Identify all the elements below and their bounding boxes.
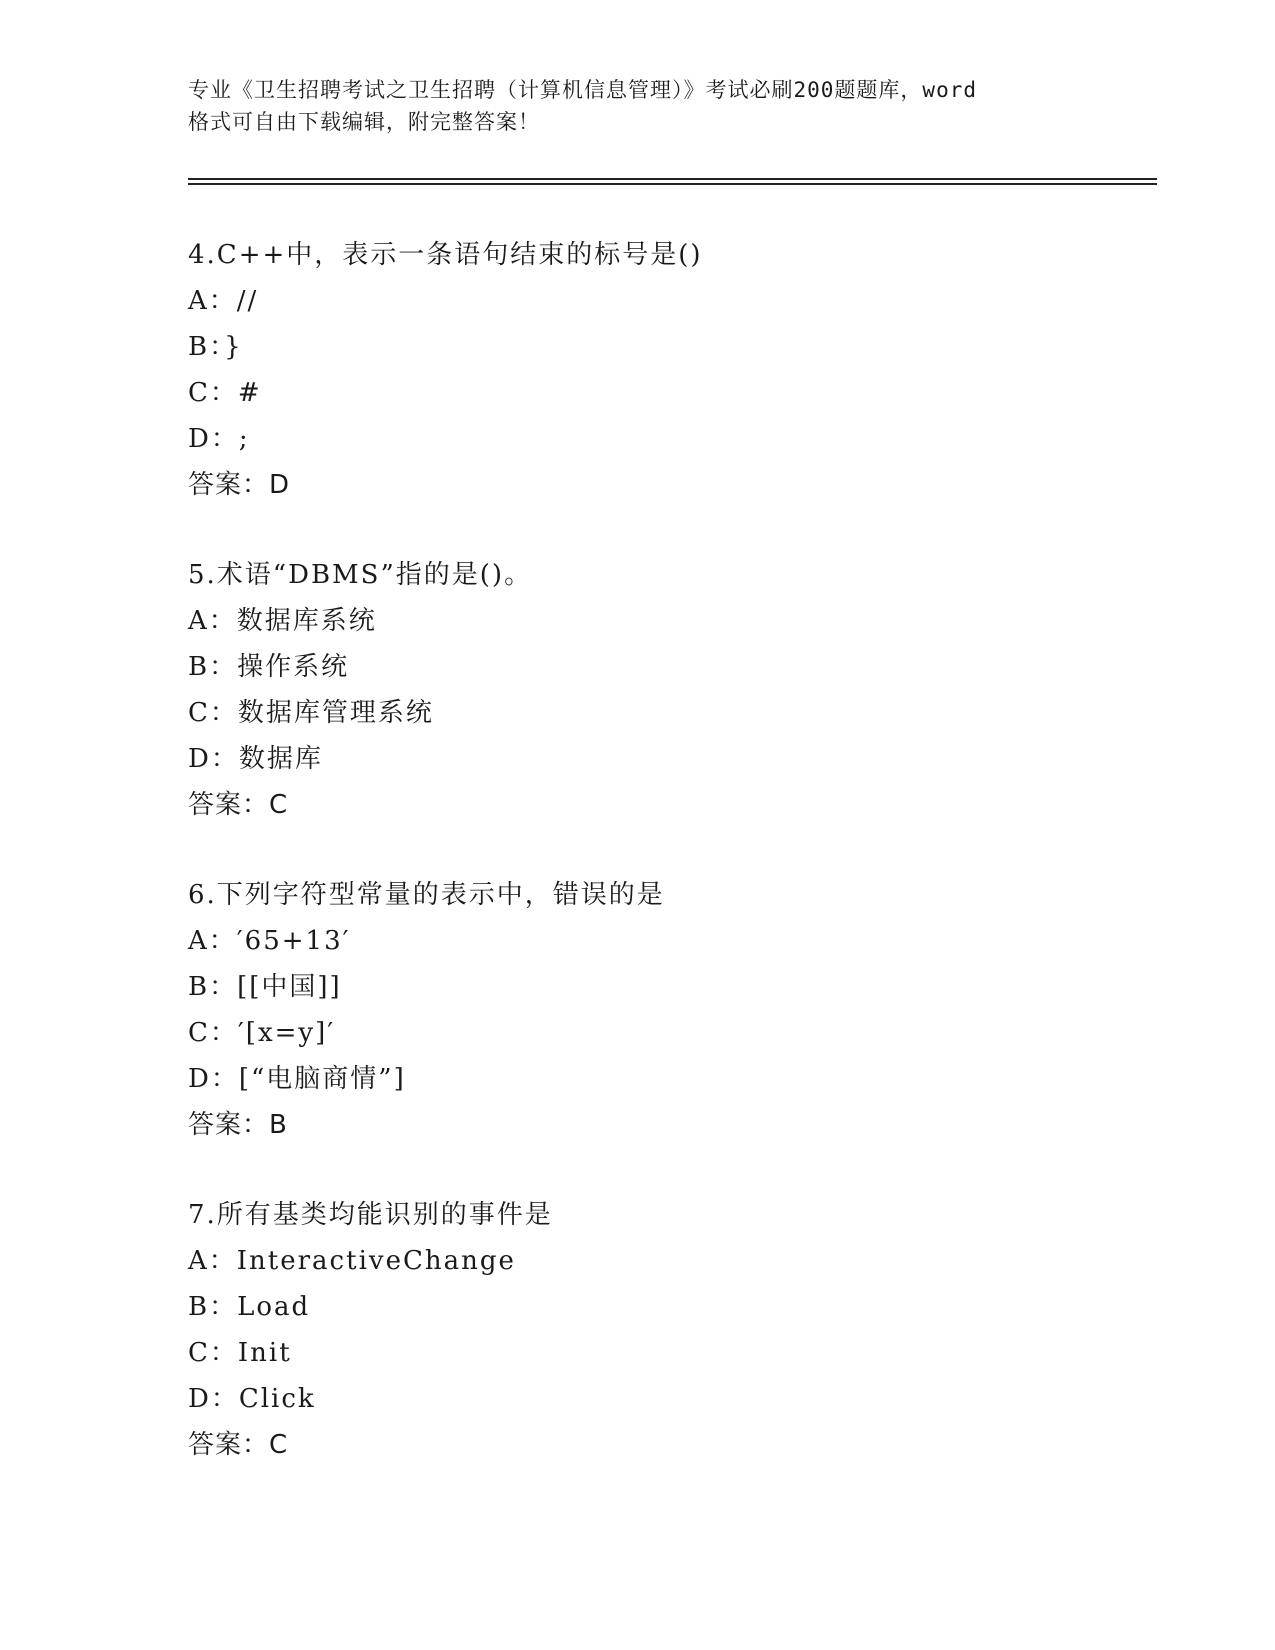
answer-line: 答案：C: [188, 1430, 289, 1460]
option-b: B：Load: [188, 1292, 311, 1322]
option-a: A：InteractiveChange: [188, 1246, 516, 1276]
option-d: D：;: [188, 424, 250, 454]
answer-line: 答案：C: [188, 790, 289, 820]
question-7: [188, 1192, 1148, 1468]
header-line-1: 专业《卫生招聘考试之卫生招聘（计算机信息管理）》考试必刷200题题库，word: [188, 78, 977, 102]
answer-line: 答案：B: [188, 1110, 288, 1140]
question-5: [188, 552, 1148, 828]
question-list: [188, 232, 1148, 1512]
option-c: C：Init: [188, 1338, 292, 1368]
question-stem: 6.下列字符型常量的表示中，错误的是: [188, 880, 665, 910]
option-c: C：#: [188, 378, 262, 408]
option-c: C：′[x=y]′: [188, 1018, 336, 1048]
option-d: D：[“电脑商情”]: [188, 1064, 406, 1094]
question-6: [188, 872, 1148, 1148]
question-stem: 5.术语“DBMS”指的是()。: [188, 560, 533, 590]
question-4: [188, 232, 1148, 508]
option-a: A：//: [188, 286, 259, 316]
option-b: B：}: [188, 332, 243, 362]
option-d: D：数据库: [188, 744, 323, 774]
option-b: B：[[中国]]: [188, 972, 342, 1002]
answer-line: 答案：D: [188, 470, 291, 500]
option-b: B：操作系统: [188, 652, 350, 682]
option-d: D：Click: [188, 1384, 316, 1414]
header-divider-top: [188, 178, 1157, 180]
header-line-2: 格式可自由下载编辑，附完整答案！: [188, 110, 540, 134]
option-c: C：数据库管理系统: [188, 698, 434, 728]
question-stem: 7.所有基类均能识别的事件是: [188, 1200, 553, 1230]
header-divider-bottom: [188, 183, 1157, 185]
document-header: [188, 74, 1088, 138]
option-a: A：′65+13′: [188, 926, 351, 956]
option-a: A：数据库系统: [188, 606, 377, 636]
question-stem: 4.C++中，表示一条语句结束的标号是(): [188, 240, 703, 270]
